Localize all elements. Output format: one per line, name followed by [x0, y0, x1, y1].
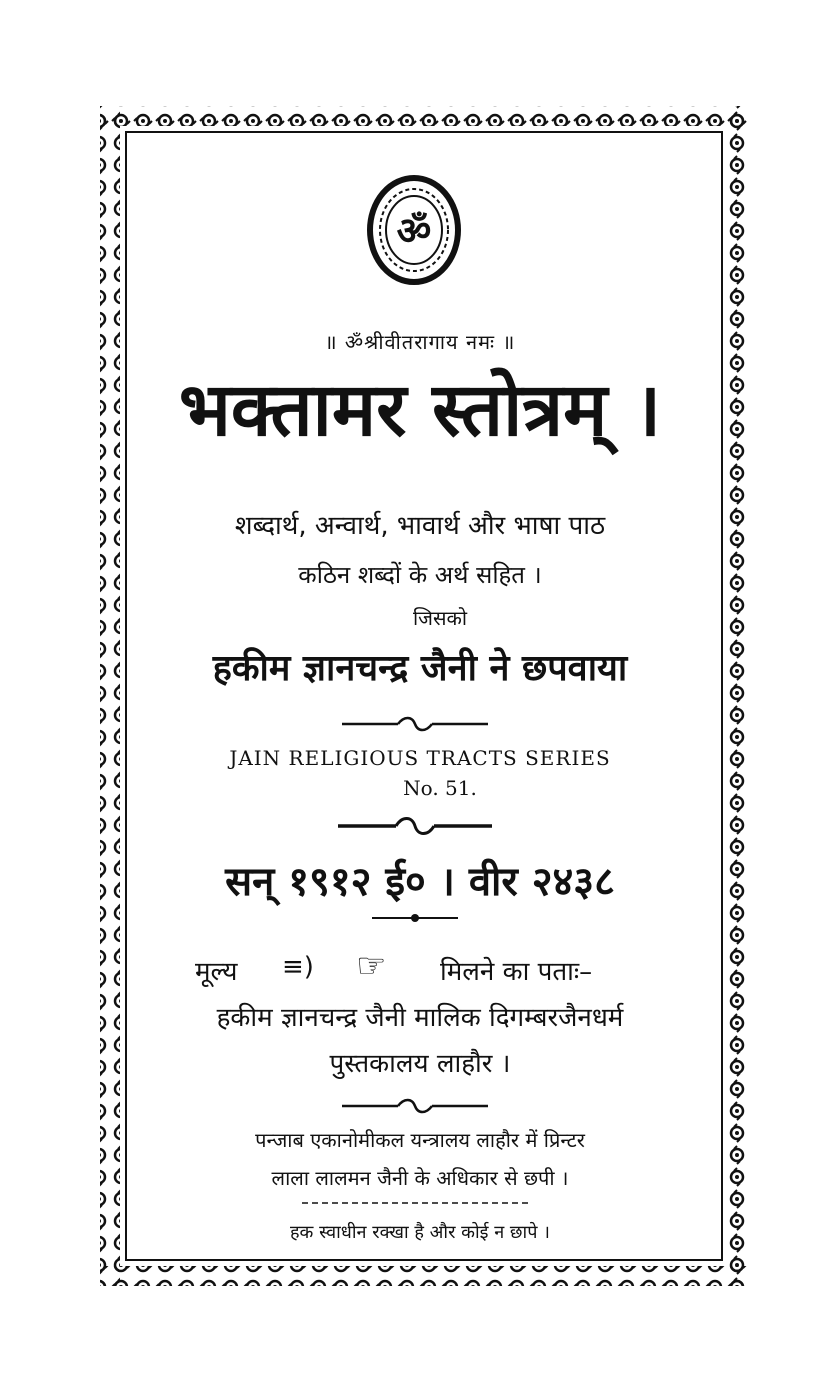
date-line: सन् १९१२ ई० । वीर २४३८: [225, 859, 615, 905]
divider-rule: [370, 912, 460, 924]
printer-line-2: लाला लालमन जैनी के अधिकार से छपी ।: [271, 1166, 569, 1190]
price-value: ≡): [282, 952, 314, 982]
pointing-hand-icon: ☞: [356, 946, 387, 986]
address-line-1: हकीम ज्ञानचन्द्र जैनी मालिक दिगम्बरजैनधर्म: [216, 1003, 624, 1033]
rights-notice: हक स्वाधीन रक्खा है और कोई न छापे ।: [290, 1222, 550, 1243]
subtitle-line-2: कठिन शब्दों के अर्थ सहित ।: [298, 561, 542, 589]
page-title: भक्तामर स्तोत्रम् ।: [178, 367, 662, 453]
address-line-2: पुस्तकालय लाहौर ।: [329, 1049, 511, 1079]
divider-ornament: [340, 714, 490, 734]
series-name: JAIN RELIGIOUS TRACTS SERIES: [229, 746, 611, 770]
subtitle-line-1: शब्दार्थ, अन्वार्थ, भावार्थ और भाषा पाठ: [234, 511, 606, 541]
by-label: जिसको: [412, 606, 468, 630]
divider-rule: [300, 1200, 530, 1206]
divider-ornament: [340, 1096, 490, 1116]
series-number: No. 51.: [403, 776, 477, 800]
address-label: मिलने का पताः–: [440, 957, 593, 987]
om-emblem: [364, 172, 464, 288]
om-symbol: ॐ: [396, 209, 432, 253]
printer-line-1: पन्जाब एकानोमीकल यन्त्रालय लाहौर में प्रिन्टर: [255, 1128, 585, 1152]
divider-ornament: [336, 816, 494, 836]
publisher-line: हकीम ज्ञानचन्द्र जैनी ने छपवाया: [212, 648, 628, 689]
invocation: ॥ ॐश्रीवीतरागाय नमः ॥: [324, 330, 516, 354]
price-label: मूल्य: [195, 957, 238, 987]
